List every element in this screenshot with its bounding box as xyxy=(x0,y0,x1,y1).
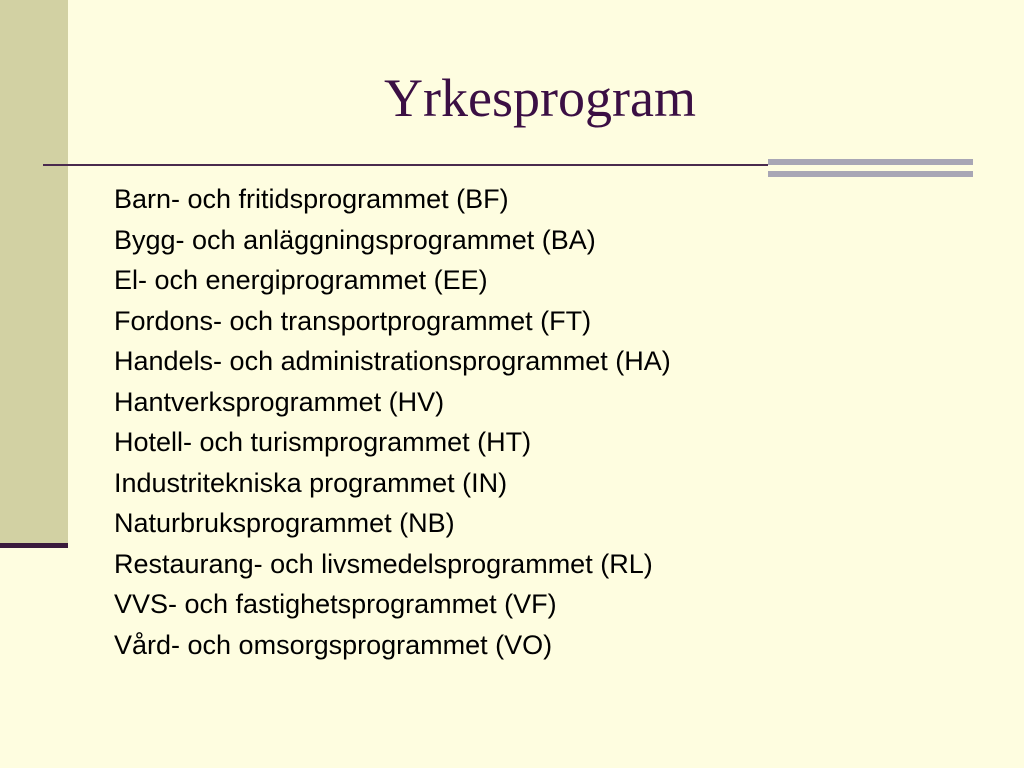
program-list xyxy=(114,179,671,665)
program-item: Barn- och fritidsprogrammet (BF) xyxy=(114,184,509,214)
program-item: Naturbruksprogrammet (NB) xyxy=(114,508,455,538)
program-item: Vård- och omsorgsprogrammet (VO) xyxy=(114,629,553,660)
side-accent-line xyxy=(0,543,68,548)
program-item: Handels- och administrationsprogrammet (HA) xyxy=(114,346,671,376)
program-item: Hotell- och turismprogrammet (HT) xyxy=(114,427,532,457)
divider-accent-bottom xyxy=(768,171,973,177)
program-item: Industritekniska programmet (IN) xyxy=(114,467,508,498)
program-item: El- och energiprogrammet (EE) xyxy=(114,265,488,295)
program-item: Hantverksprogrammet (HV) xyxy=(114,386,445,417)
side-decoration-bar xyxy=(0,0,68,545)
program-item: Fordons- och transportprogrammet (FT) xyxy=(114,305,592,336)
program-item: VVS- och fastighetsprogrammet (VF) xyxy=(114,589,557,619)
title-divider xyxy=(43,164,768,166)
program-item: Restaurang- och livsmedelsprogrammet (RL) xyxy=(114,548,653,579)
program-item: Bygg- och anläggningsprogrammet (BA) xyxy=(114,224,596,255)
slide-title: Yrkesprogram xyxy=(384,68,696,128)
divider-accent-top xyxy=(768,159,973,165)
